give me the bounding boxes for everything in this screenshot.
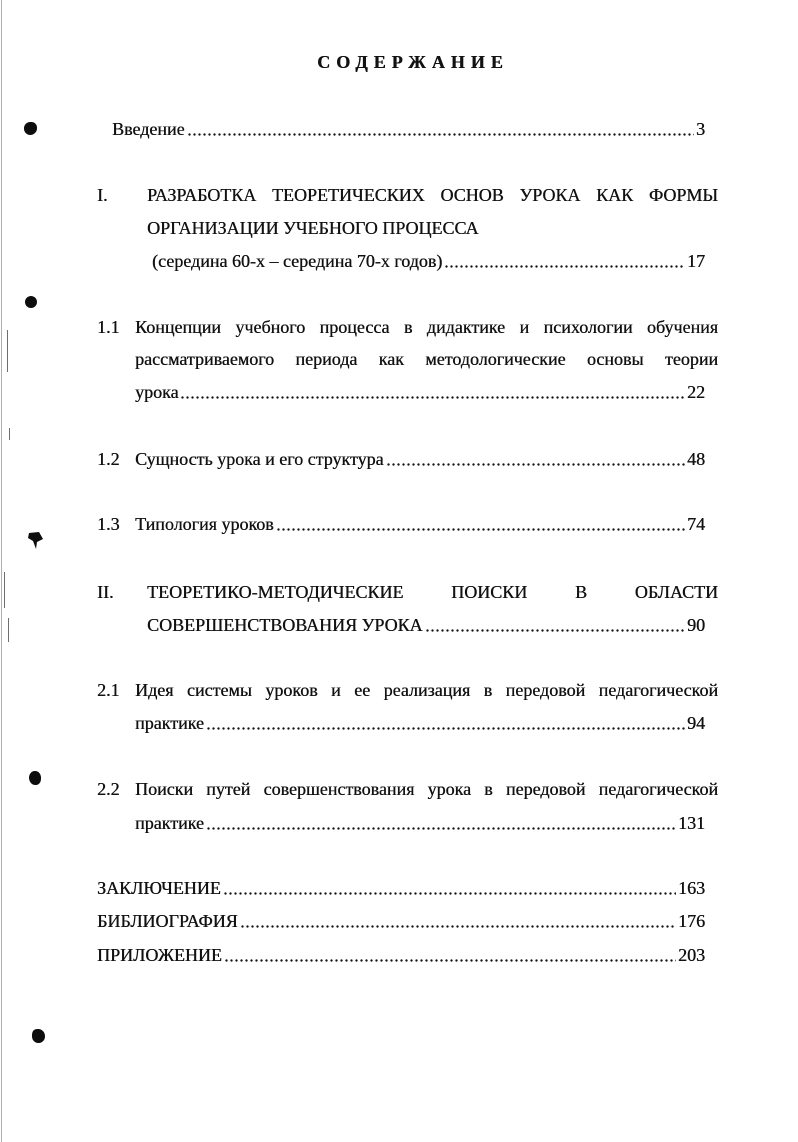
- dot-leader: [223, 892, 676, 895]
- page-number: 90: [687, 615, 705, 635]
- toc-entry-conclusion: [97, 877, 705, 899]
- entry-label: урока: [135, 382, 179, 402]
- dot-leader: [386, 463, 685, 466]
- page-title: СОДЕРЖАНИЕ: [317, 52, 509, 72]
- scan-mark: [32, 1029, 45, 1043]
- dot-leader: [206, 727, 685, 730]
- dot-leader: [224, 959, 676, 962]
- entry-label: (середина 60-х – середина 70-х годов): [152, 251, 443, 271]
- chapter-number: II.: [97, 582, 114, 602]
- dot-leader: [425, 629, 685, 632]
- section-title-line: Концепции учебного процесса в дидактике и психологии обучения: [135, 317, 718, 337]
- entry-label: практике: [135, 813, 204, 833]
- entry-label: практике: [135, 713, 204, 733]
- section-last-row: [135, 381, 705, 403]
- entry-label: ПРИЛОЖЕНИЕ: [97, 945, 222, 965]
- dot-leader: [444, 265, 685, 268]
- section-title-line: Поиски путей совершенствования урока в передовой педагогической: [135, 779, 718, 799]
- section-number: 1.2: [97, 449, 120, 469]
- section-number: 1.1: [97, 317, 120, 337]
- scan-edge-line: [1, 0, 2, 1142]
- entry-label: СОВЕРШЕНСТВОВАНИЯ УРОКА: [147, 615, 423, 635]
- entry-label: Введение: [112, 119, 185, 139]
- page-number: 94: [687, 713, 705, 733]
- section-row: [135, 513, 705, 535]
- scan-edge-line: [4, 572, 5, 608]
- scan-mark: [25, 296, 37, 308]
- scan-mark: [29, 771, 41, 785]
- page-number: 131: [678, 813, 705, 833]
- page-number: 176: [678, 911, 705, 931]
- scan-mark: [27, 530, 45, 550]
- section-number: 2.2: [97, 779, 120, 799]
- page-number: 17: [687, 251, 705, 271]
- entry-label: БИБЛИОГРАФИЯ: [97, 911, 238, 931]
- page-number: 22: [687, 382, 705, 402]
- entry-label: ЗАКЛЮЧЕНИЕ: [97, 878, 221, 898]
- page-number: 74: [687, 514, 705, 534]
- entry-label: Сущность урока и его структура: [135, 449, 384, 469]
- scan-mark: [24, 122, 37, 135]
- entry-label: Типология уроков: [135, 514, 274, 534]
- scan-edge-line: [8, 618, 9, 642]
- scan-edge-line: [9, 428, 10, 440]
- page-number: 48: [687, 449, 705, 469]
- section-number: 1.3: [97, 514, 120, 534]
- chapter-last-row: [147, 614, 705, 636]
- dot-leader: [187, 133, 694, 136]
- section-row: [135, 448, 705, 470]
- toc-entry-bibliography: [97, 910, 705, 932]
- chapter-subtitle-row: [152, 250, 705, 272]
- section-number: 2.1: [97, 680, 120, 700]
- section-last-row: [135, 712, 705, 734]
- scan-edge-line: [7, 330, 8, 372]
- dot-leader: [206, 827, 676, 830]
- chapter-number: I.: [97, 185, 108, 205]
- toc-entry-intro: [112, 118, 705, 140]
- chapter-title-line: ОРГАНИЗАЦИИ УЧЕБНОГО ПРОЦЕССА: [147, 218, 479, 238]
- dot-leader: [276, 528, 685, 531]
- page-number: 203: [678, 945, 705, 965]
- section-title-line: Идея системы уроков и ее реализация в передовой педагогической: [135, 680, 718, 700]
- page-number: 3: [696, 119, 705, 139]
- page-number: 163: [678, 878, 705, 898]
- dot-leader: [180, 396, 685, 399]
- section-last-row: [135, 812, 705, 834]
- dot-leader: [240, 925, 676, 928]
- chapter-title-line: РАЗРАБОТКА ТЕОРЕТИЧЕСКИХ ОСНОВ УРОКА КАК ФОРМЫ: [147, 185, 718, 205]
- section-title-line: рассматриваемого периода как методологические основы теории: [135, 349, 718, 369]
- chapter-title-line: ТЕОРЕТИКО-МЕТОДИЧЕСКИЕ ПОИСКИ В ОБЛАСТИ: [147, 582, 718, 602]
- toc-entry-appendix: [97, 944, 705, 966]
